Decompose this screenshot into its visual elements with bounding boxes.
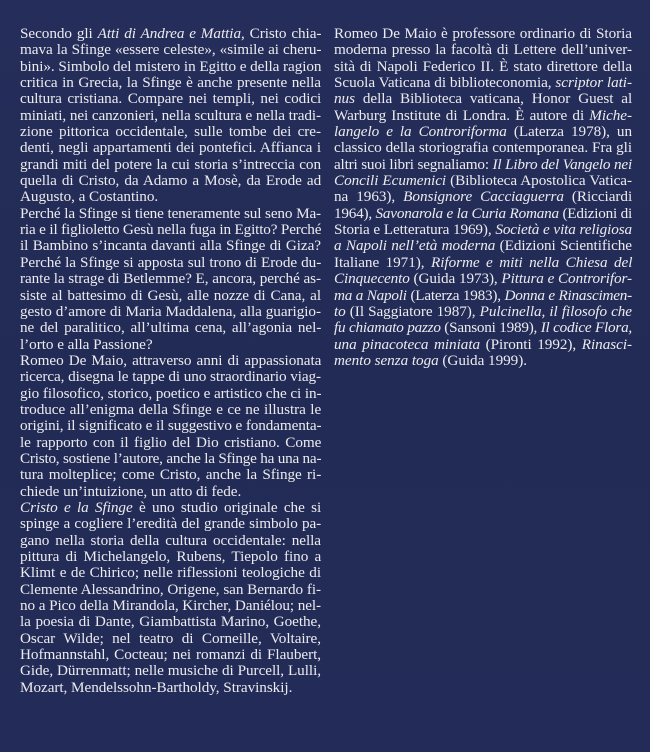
body-text: tura molteplice; come Cristo, anche la Sfinge ri-: [20, 466, 322, 484]
italic-title-text: Savonarola e la Curia Romana: [375, 204, 559, 222]
text-line: [20, 418, 321, 434]
italic-title-text: Pulcinella, il filosofo che: [479, 302, 632, 320]
text-line: [20, 598, 321, 614]
italic-title-text: Società e vita religiosa: [495, 221, 633, 239]
text-line: [20, 533, 321, 549]
text-line: [20, 582, 321, 598]
body-text: gio filosofico, storico, poetico e artistico che ci in-: [20, 384, 322, 402]
italic-title-text: a Napoli nell’età moderna: [334, 237, 496, 255]
body-text: gano nella storia della cultura occidentale: nella: [20, 531, 321, 549]
text-line: [20, 500, 321, 516]
body-text: grandi miti del potere la cui storia s’intreccia con: [20, 155, 321, 173]
italic-title-text: to: [334, 302, 346, 320]
body-text: Gide, Dürrenmatt; nelle musiche di Purcell, Lulli,: [20, 662, 321, 680]
body-text: miniati, nei canzonieri, nella scultura e nella tradi-: [20, 106, 322, 124]
text-line: [20, 304, 321, 320]
body-text: Scuola Vaticana di biblioteconomia,: [334, 74, 556, 92]
text-line: [334, 75, 632, 91]
text-line: [334, 59, 632, 75]
italic-title-text: Il codice Flora,: [540, 319, 632, 337]
text-line: [20, 206, 321, 222]
body-text: (Pironti 1992),: [480, 335, 582, 353]
text-line: [334, 157, 632, 173]
text-line: [20, 337, 321, 353]
body-text: (Biblioteca Apostolica Vatica-: [446, 172, 632, 190]
body-text: (Sansoni 1989),: [440, 319, 541, 337]
text-line: [20, 565, 321, 581]
body-text: bini». Simbolo del mistero in Egitto e della ragion: [20, 57, 322, 75]
text-line: [20, 614, 321, 630]
italic-title-text: una pinacoteca miniata: [334, 335, 481, 353]
italic-title-text: Riforme e miti nella Chiesa del: [431, 253, 633, 271]
italic-title-text: ma a Napoli: [334, 286, 407, 304]
body-text: altri suoi libri segnaliamo:: [334, 155, 493, 173]
text-line: [20, 451, 321, 467]
italic-title-text: Cristo e la Sfinge: [20, 498, 133, 516]
italic-title-text: Miche-: [589, 106, 633, 124]
text-line: [334, 42, 632, 58]
text-line: [20, 369, 321, 385]
text-line: [334, 288, 632, 304]
body-text: ne del paralitico, all’ultima cena, all’agonia nel-: [20, 319, 322, 337]
italic-title-text: Rinasci-: [581, 335, 632, 353]
body-text: Storia e Letteratura 1969),: [334, 221, 496, 239]
body-text: ria e il figlioletto Gesù nella fuga in Egitto? Perché: [20, 221, 322, 239]
text-line: [20, 484, 321, 500]
body-text: Romeo De Maio è professore ordinario di Storia: [334, 25, 632, 42]
italic-title-text: Donna e Rinascimen-: [504, 286, 632, 304]
body-text: mava la Sfinge «essere celeste», «simile ai cheru-: [20, 41, 322, 59]
body-text: , Cristo chia-: [241, 25, 322, 42]
body-text: (Il Saggiatore 1987),: [345, 302, 480, 320]
body-text: Perché la Sfinge si apposta sul trono di Erode du-: [20, 253, 322, 271]
body-text: na 1963),: [334, 188, 404, 206]
body-text: (Ricciardi: [563, 188, 633, 206]
text-line: [20, 255, 321, 271]
body-text: della Biblioteca vaticana, Honor Guest al: [354, 90, 633, 108]
body-text: (Laterza 1983),: [406, 286, 505, 304]
italic-title-text: Cinquecento: [334, 270, 410, 288]
text-line: [334, 91, 632, 107]
text-line: [20, 435, 321, 451]
body-text: moderna presso la facoltà di Lettere dell’univer-: [334, 41, 632, 59]
body-text: Clemente Alessandrino, Origene, san Bernardo fi-: [20, 580, 321, 598]
body-text: Perché la Sfinge si tiene teneramente sul seno Ma-: [20, 204, 321, 222]
text-line: [20, 271, 321, 287]
body-text: (Edizioni Scientifiche: [495, 237, 633, 255]
text-line: [334, 337, 632, 353]
text-line: [20, 124, 321, 140]
text-line: [20, 59, 321, 75]
text-line: [334, 255, 632, 271]
italic-title-text: nus: [334, 90, 355, 108]
text-line: [20, 26, 321, 42]
italic-title-text: mento senza toga: [334, 351, 439, 369]
text-line: [20, 189, 321, 205]
text-line: [334, 320, 632, 336]
text-line: [20, 663, 321, 679]
body-text: no a Pico della Mirandola, Kircher, Daniélou; nel-: [20, 597, 321, 615]
text-line: [334, 140, 632, 156]
body-text: Mozart, Mendelssohn-Bartholdy, Stravinskij.: [20, 678, 293, 696]
text-line: [334, 173, 632, 189]
body-text: Warburg Institute di Londra. È autore di: [334, 106, 590, 124]
body-text: zione pittorica occidentale, sulle tombe dei cre-: [20, 123, 321, 141]
body-text: gesto d’amore di Maria Maddalena, alla guarigio-: [20, 302, 321, 320]
text-line: [20, 222, 321, 238]
body-text: troduce all’enigma della Sfinge e ce ne illustra le: [20, 400, 322, 418]
italic-title-text: Concili Ecumenici: [334, 172, 447, 190]
text-line: [20, 467, 321, 483]
body-text: critica in Grecia, la Sfinge è anche presente nella: [20, 74, 321, 92]
text-line: [334, 124, 632, 140]
text-line: [334, 238, 632, 254]
body-text: Klimt e de Chirico; nelle riflessioni teologiche di: [20, 564, 321, 582]
italic-title-text: fu chiamato pazzo: [334, 319, 441, 337]
text-line: [20, 549, 321, 565]
text-line: [20, 91, 321, 107]
body-text: Romeo De Maio, attraverso anni di appassionata: [20, 351, 322, 369]
italic-title-text: Bonsignore Cacciaguerra: [403, 188, 564, 206]
text-line: [20, 516, 321, 532]
body-text: pittura di Michelangelo, Rubens, Tiepolo fino a: [20, 548, 322, 565]
body-text: sità di Napoli Federico II. È stato direttore della: [334, 57, 633, 75]
text-line: [334, 206, 632, 222]
body-text: (Guida 1999).: [438, 351, 527, 369]
synopsis-column: [20, 26, 321, 696]
body-text: è uno studio originale che si: [132, 498, 322, 516]
italic-title-text: Il Libro del Vangelo nei: [492, 155, 632, 173]
text-line: [334, 189, 632, 205]
body-text: siste al battesimo di Gesù, alle nozze di Cana, al: [20, 286, 321, 304]
text-line: [20, 157, 321, 173]
body-text: Oscar Wilde; nel teatro di Corneille, Voltaire,: [20, 629, 321, 647]
body-text: Augusto, a Costantino.: [20, 188, 159, 206]
body-text: denti, negli appartamenti dei pontefici. Affianca i: [20, 139, 321, 157]
text-line: [20, 353, 321, 369]
body-text: il Bambino s’incanta davanti alla Sfinge di Giza?: [20, 237, 321, 255]
body-text: cultura cristiana. Compare nei templi, nei codici: [20, 90, 322, 108]
text-line: [20, 680, 321, 696]
text-line: [20, 140, 321, 156]
text-line: [334, 271, 632, 287]
author-bio-column: [334, 26, 632, 369]
text-line: [20, 238, 321, 254]
text-line: [20, 108, 321, 124]
body-text: Secondo gli: [20, 25, 98, 42]
body-text: origini, il significato e il suggestivo e fondamenta-: [20, 417, 322, 435]
text-line: [334, 26, 632, 42]
body-text: chiede un’intuizione, un atto di fede.: [20, 482, 242, 500]
text-line: [20, 173, 321, 189]
text-line: [20, 647, 321, 663]
text-line: [20, 75, 321, 91]
text-line: [334, 108, 632, 124]
body-text: l’orto e alla Passione?: [20, 335, 153, 353]
body-text: spinge a cogliere l’eredità del grande simbolo pa-: [20, 515, 322, 533]
body-text: quella di Cristo, da Adamo a Mosè, da Erode ad: [20, 172, 322, 190]
italic-title-text: scriptor lati-: [555, 74, 632, 92]
text-line: [334, 353, 632, 369]
body-text: classico della storiografia contemporanea. Fra gli: [334, 139, 632, 157]
body-text: Cristo, sostiene l’autore, anche la Sfinge ha una na-: [20, 449, 322, 467]
text-line: [20, 42, 321, 58]
body-text: (Guida 1973),: [409, 270, 502, 288]
body-text: le rapporto con il figlio del Dio cristiano. Come: [20, 433, 322, 451]
body-text: (Laterza 1978), un: [506, 123, 632, 141]
body-text: Hofmannstahl, Cocteau; nei romanzi di Flaubert,: [20, 646, 321, 664]
italic-title-text: Atti di Andrea e Mattia: [97, 25, 241, 42]
text-line: [20, 631, 321, 647]
body-text: 1964),: [334, 204, 376, 222]
body-text: Italiane 1971),: [334, 253, 431, 271]
text-line: [20, 288, 321, 304]
text-line: [334, 304, 632, 320]
italic-title-text: langelo e la Controriforma: [334, 123, 507, 141]
text-line: [20, 320, 321, 336]
text-line: [334, 222, 632, 238]
italic-title-text: Pittura e Controrifor-: [501, 270, 633, 288]
body-text: (Edizioni di: [558, 204, 632, 222]
body-text: la poesia di Dante, Giambattista Marino, Goethe,: [20, 613, 321, 631]
body-text: ricerca, disegna le tappe di uno straordinario viag-: [20, 368, 321, 386]
body-text: rante la strage di Betlemme? E, ancora, perché as-: [20, 270, 321, 288]
text-line: [20, 402, 321, 418]
text-line: [20, 386, 321, 402]
